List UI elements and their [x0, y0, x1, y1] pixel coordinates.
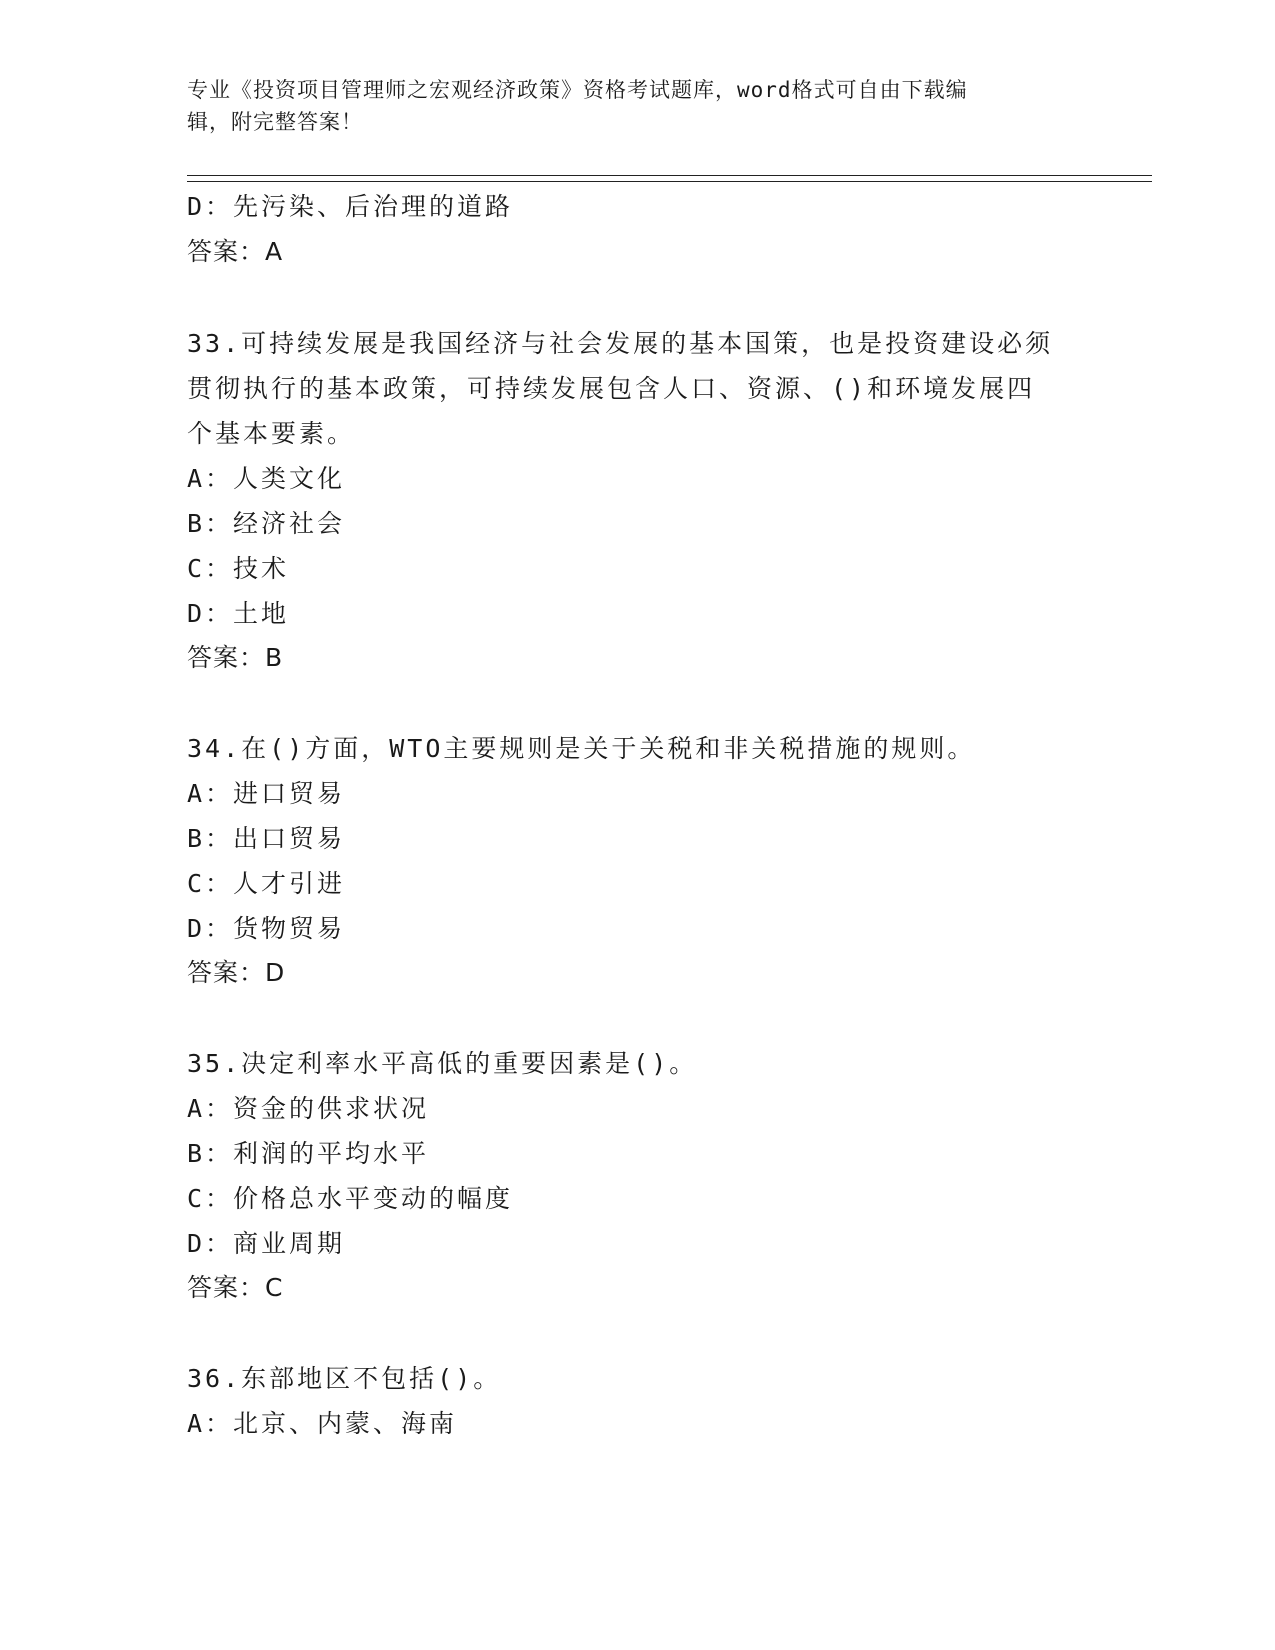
header-line-2: 辑，附完整答案！ — [187, 110, 363, 134]
question-36-text: 36.东部地区不包括()。 — [187, 1364, 502, 1393]
header-divider-bottom — [187, 181, 1152, 182]
question-34-text: 34.在()方面，WTO主要规则是关于关税和非关税措施的规则。 — [187, 734, 976, 763]
option-b: B：经济社会 — [187, 509, 346, 538]
header-divider-top — [187, 175, 1152, 176]
option-d: D：货物贸易 — [187, 914, 346, 943]
option-d: D：土地 — [187, 599, 290, 628]
answer-line: 答案：D — [187, 958, 286, 987]
option-a: A：人类文化 — [187, 464, 346, 493]
option-b: B：利润的平均水平 — [187, 1139, 430, 1168]
question-33-text-line-1: 33.可持续发展是我国经济与社会发展的基本国策，也是投资建设必须 — [187, 329, 1054, 358]
question-35-text: 35.决定利率水平高低的重要因素是()。 — [187, 1049, 698, 1078]
option-a: A：北京、内蒙、海南 — [187, 1409, 458, 1438]
option-d: D：商业周期 — [187, 1229, 346, 1258]
option-b: B：出口贸易 — [187, 824, 346, 853]
answer-line: 答案：B — [187, 643, 284, 672]
option-c: C：人才引进 — [187, 869, 346, 898]
answer-line: 答案：C — [187, 1273, 284, 1302]
question-33-text-line-3: 个基本要素。 — [187, 419, 356, 448]
answer-line: 答案：A — [187, 237, 284, 266]
document-header — [187, 74, 1087, 138]
option-a: A：进口贸易 — [187, 779, 346, 808]
option-c: C：技术 — [187, 554, 290, 583]
question-33-text-line-2: 贯彻执行的基本政策，可持续发展包含人口、资源、()和环境发展四 — [187, 374, 1036, 403]
header-line-1: 专业《投资项目管理师之宏观经济政策》资格考试题库，word格式可自由下载编 — [187, 78, 968, 102]
option-c: C：价格总水平变动的幅度 — [187, 1184, 514, 1213]
option-a: A：资金的供求状况 — [187, 1094, 430, 1123]
option-d: D：先污染、后治理的道路 — [187, 192, 514, 221]
